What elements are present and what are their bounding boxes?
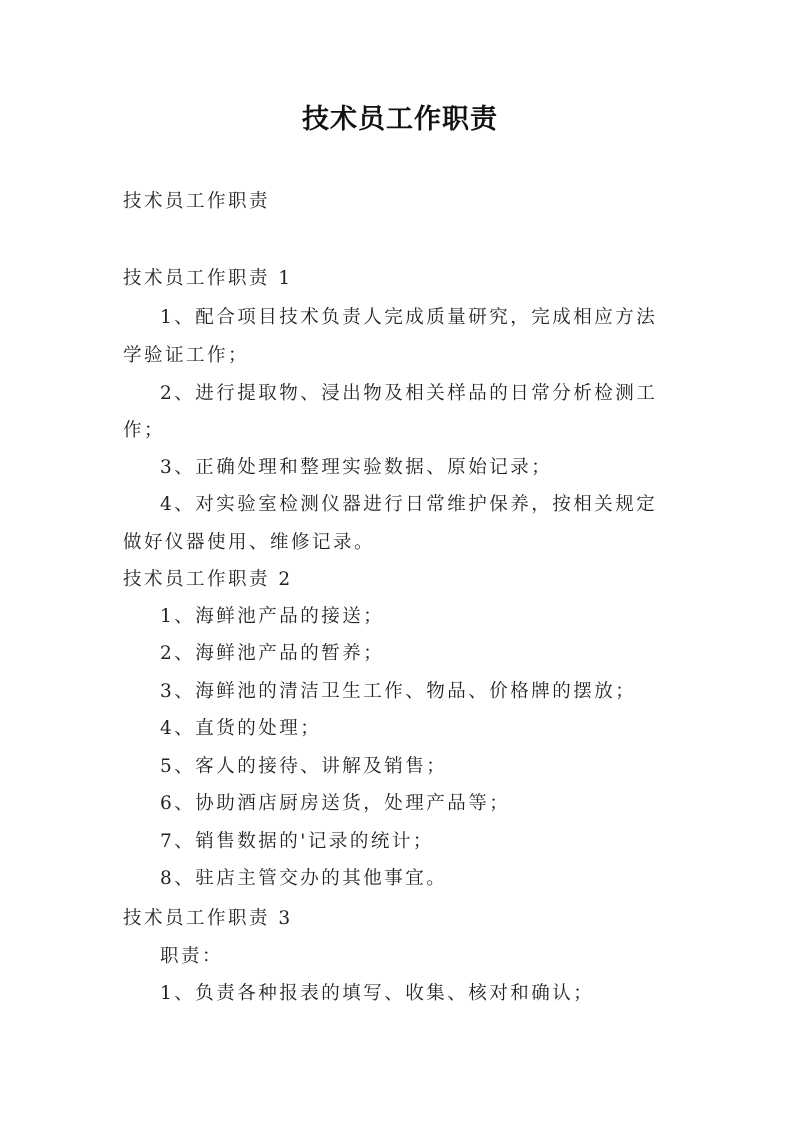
section-heading-2: 技术员工作职责 2 [123, 569, 293, 590]
list-item: 7、销售数据的'记录的统计； [160, 831, 434, 852]
document-subtitle: 技术员工作职责 [123, 191, 271, 212]
page-title: 技术员工作职责 [302, 104, 498, 135]
list-item-continuation: 做好仪器使用、维修记录。 [123, 532, 376, 553]
list-item: 5、客人的接待、讲解及销售； [160, 756, 448, 777]
list-item: 8、驻店主管交办的其他事宜。 [160, 868, 448, 889]
section-heading-1: 技术员工作职责 1 [123, 268, 293, 289]
section-label: 职责： [160, 946, 224, 967]
list-item: 3、海鲜池的清洁卫生工作、物品、价格牌的摆放； [160, 681, 637, 702]
list-item: 4、直货的处理； [160, 718, 322, 739]
list-item: 4、对实验室检测仪器进行日常维护保养，按相关规定 [160, 494, 658, 515]
list-item: 2、进行提取物、浸出物及相关样品的日常分析检测工 [160, 383, 658, 404]
list-item: 1、配合项目技术负责人完成质量研究，完成相应方法 [160, 307, 658, 328]
list-item: 1、负责各种报表的填写、收集、核对和确认； [160, 983, 595, 1004]
section-heading-3: 技术员工作职责 3 [123, 908, 293, 929]
list-item: 2、海鲜池产品的暂养； [160, 643, 385, 664]
list-item-continuation: 作； [123, 420, 166, 441]
list-item-continuation: 学验证工作； [123, 345, 250, 366]
list-item: 3、正确处理和整理实验数据、原始记录； [160, 457, 553, 478]
list-item: 1、海鲜池产品的接送； [160, 606, 385, 627]
list-item: 6、协助酒店厨房送货，处理产品等； [160, 793, 511, 814]
